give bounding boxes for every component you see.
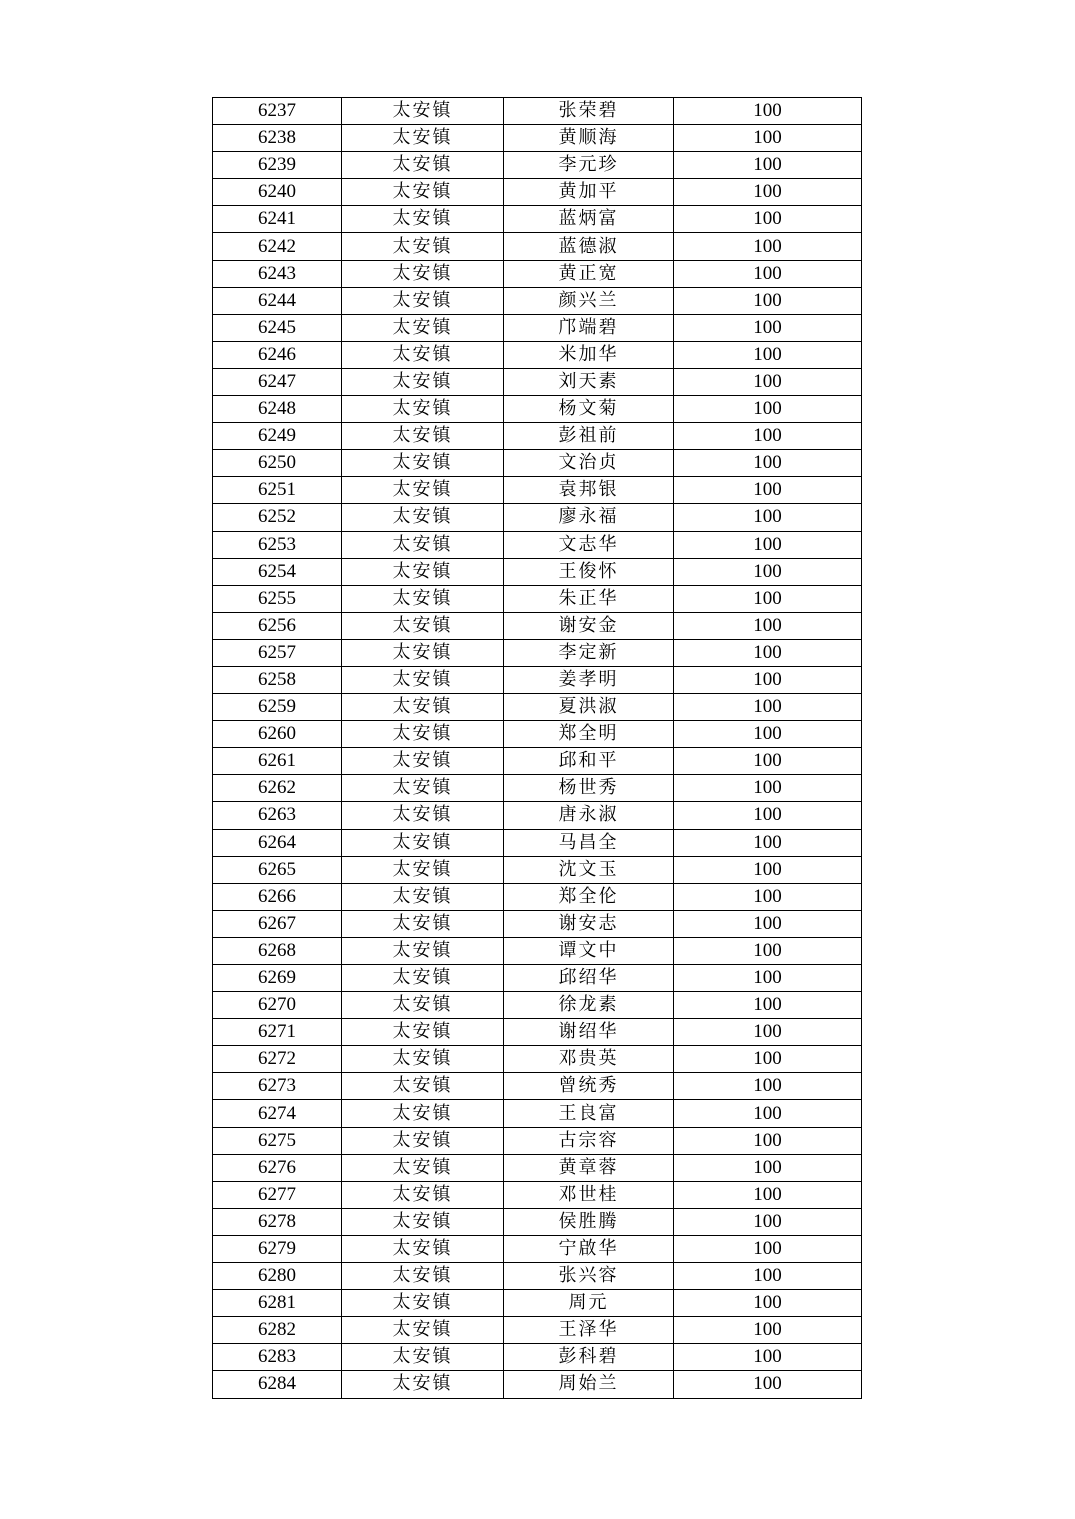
town-cell: 太安镇 (342, 152, 504, 179)
amount-cell: 100 (674, 937, 862, 964)
person-name-cell: 谢绍华 (504, 1019, 674, 1046)
person-name-cell: 徐龙素 (504, 992, 674, 1019)
row-number-cell: 6282 (213, 1317, 342, 1344)
person-name-cell: 郑全伦 (504, 883, 674, 910)
row-number-cell: 6267 (213, 910, 342, 937)
amount-cell: 100 (674, 694, 862, 721)
table-row (213, 748, 862, 775)
row-number-cell: 6273 (213, 1073, 342, 1100)
town-cell: 太安镇 (342, 829, 504, 856)
table-row (213, 233, 862, 260)
amount-cell: 100 (674, 992, 862, 1019)
person-name-cell: 王泽华 (504, 1317, 674, 1344)
row-number-cell: 6254 (213, 558, 342, 585)
town-cell: 太安镇 (342, 558, 504, 585)
amount-cell: 100 (674, 829, 862, 856)
row-number-cell: 6276 (213, 1154, 342, 1181)
amount-cell: 100 (674, 1019, 862, 1046)
person-name-cell: 沈文玉 (504, 856, 674, 883)
table-row (213, 694, 862, 721)
table-row (213, 1263, 862, 1290)
table-row (213, 558, 862, 585)
person-name-cell: 周始兰 (504, 1371, 674, 1398)
town-cell: 太安镇 (342, 287, 504, 314)
row-number-cell: 6247 (213, 368, 342, 395)
person-name-cell: 廖永福 (504, 504, 674, 531)
town-cell: 太安镇 (342, 368, 504, 395)
amount-cell: 100 (674, 612, 862, 639)
person-name-cell: 邓世桂 (504, 1181, 674, 1208)
amount-cell: 100 (674, 666, 862, 693)
town-cell: 太安镇 (342, 1019, 504, 1046)
row-number-cell: 6270 (213, 992, 342, 1019)
amount-cell: 100 (674, 883, 862, 910)
town-cell: 太安镇 (342, 694, 504, 721)
amount-cell: 100 (674, 1344, 862, 1371)
amount-cell: 100 (674, 558, 862, 585)
town-cell: 太安镇 (342, 639, 504, 666)
row-number-cell: 6252 (213, 504, 342, 531)
table-row (213, 450, 862, 477)
row-number-cell: 6279 (213, 1235, 342, 1262)
amount-cell: 100 (674, 125, 862, 152)
table-row (213, 1208, 862, 1235)
table-row (213, 477, 862, 504)
table-row (213, 125, 862, 152)
table-row (213, 1127, 862, 1154)
person-name-cell: 郑全明 (504, 721, 674, 748)
table-row (213, 937, 862, 964)
town-cell: 太安镇 (342, 1181, 504, 1208)
table-row (213, 883, 862, 910)
amount-cell: 100 (674, 910, 862, 937)
person-name-cell: 唐永淑 (504, 802, 674, 829)
table-row (213, 504, 862, 531)
table-row (213, 1371, 862, 1398)
person-name-cell: 米加华 (504, 341, 674, 368)
row-number-cell: 6263 (213, 802, 342, 829)
person-name-cell: 张兴容 (504, 1263, 674, 1290)
table-row (213, 585, 862, 612)
row-number-cell: 6269 (213, 965, 342, 992)
row-number-cell: 6255 (213, 585, 342, 612)
row-number-cell: 6277 (213, 1181, 342, 1208)
table-row (213, 829, 862, 856)
amount-cell: 100 (674, 748, 862, 775)
table-row (213, 423, 862, 450)
person-name-cell: 彭科碧 (504, 1344, 674, 1371)
person-name-cell: 黄章蓉 (504, 1154, 674, 1181)
town-cell: 太安镇 (342, 721, 504, 748)
town-cell: 太安镇 (342, 1235, 504, 1262)
town-cell: 太安镇 (342, 1154, 504, 1181)
amount-cell: 100 (674, 233, 862, 260)
person-name-cell: 黄顺海 (504, 125, 674, 152)
row-number-cell: 6245 (213, 314, 342, 341)
town-cell: 太安镇 (342, 1073, 504, 1100)
person-name-cell: 文志华 (504, 531, 674, 558)
person-name-cell: 张荣碧 (504, 98, 674, 125)
town-cell: 太安镇 (342, 992, 504, 1019)
amount-cell: 100 (674, 1046, 862, 1073)
table-row (213, 179, 862, 206)
table-row (213, 1073, 862, 1100)
row-number-cell: 6250 (213, 450, 342, 477)
amount-cell: 100 (674, 856, 862, 883)
person-name-cell: 朱正华 (504, 585, 674, 612)
row-number-cell: 6280 (213, 1263, 342, 1290)
row-number-cell: 6240 (213, 179, 342, 206)
table-row (213, 721, 862, 748)
amount-cell: 100 (674, 1154, 862, 1181)
person-name-cell: 黄加平 (504, 179, 674, 206)
table-row (213, 612, 862, 639)
table-row (213, 152, 862, 179)
row-number-cell: 6274 (213, 1100, 342, 1127)
amount-cell: 100 (674, 260, 862, 287)
town-cell: 太安镇 (342, 98, 504, 125)
town-cell: 太安镇 (342, 206, 504, 233)
amount-cell: 100 (674, 477, 862, 504)
amount-cell: 100 (674, 1073, 862, 1100)
person-name-cell: 马昌全 (504, 829, 674, 856)
town-cell: 太安镇 (342, 1371, 504, 1398)
person-name-cell: 谢安志 (504, 910, 674, 937)
row-number-cell: 6253 (213, 531, 342, 558)
table-row (213, 287, 862, 314)
table-row (213, 368, 862, 395)
amount-cell: 100 (674, 1290, 862, 1317)
person-name-cell: 谢安金 (504, 612, 674, 639)
row-number-cell: 6258 (213, 666, 342, 693)
table-row (213, 965, 862, 992)
table-row (213, 1290, 862, 1317)
table-row (213, 1046, 862, 1073)
person-name-cell: 曾统秀 (504, 1073, 674, 1100)
table-row (213, 1235, 862, 1262)
table-row (213, 396, 862, 423)
table-row (213, 1100, 862, 1127)
town-cell: 太安镇 (342, 233, 504, 260)
table-row (213, 1019, 862, 1046)
town-cell: 太安镇 (342, 937, 504, 964)
town-cell: 太安镇 (342, 585, 504, 612)
row-number-cell: 6256 (213, 612, 342, 639)
town-cell: 太安镇 (342, 450, 504, 477)
table-row (213, 856, 862, 883)
row-number-cell: 6278 (213, 1208, 342, 1235)
person-name-cell: 蓝炳富 (504, 206, 674, 233)
town-cell: 太安镇 (342, 883, 504, 910)
amount-cell: 100 (674, 1181, 862, 1208)
row-number-cell: 6265 (213, 856, 342, 883)
town-cell: 太安镇 (342, 341, 504, 368)
town-cell: 太安镇 (342, 802, 504, 829)
amount-cell: 100 (674, 1317, 862, 1344)
town-cell: 太安镇 (342, 260, 504, 287)
amount-cell: 100 (674, 287, 862, 314)
person-name-cell: 宁啟华 (504, 1235, 674, 1262)
amount-cell: 100 (674, 1371, 862, 1398)
amount-cell: 100 (674, 639, 862, 666)
person-name-cell: 彭祖前 (504, 423, 674, 450)
town-cell: 太安镇 (342, 1290, 504, 1317)
amount-cell: 100 (674, 314, 862, 341)
person-name-cell: 颜兴兰 (504, 287, 674, 314)
person-name-cell: 文治贞 (504, 450, 674, 477)
person-name-cell: 王俊怀 (504, 558, 674, 585)
table-row (213, 531, 862, 558)
table-row (213, 206, 862, 233)
row-number-cell: 6275 (213, 1127, 342, 1154)
roster-table-body (213, 98, 862, 1399)
person-name-cell: 杨文菊 (504, 396, 674, 423)
town-cell: 太安镇 (342, 477, 504, 504)
town-cell: 太安镇 (342, 396, 504, 423)
roster-table (212, 97, 862, 1399)
person-name-cell: 姜孝明 (504, 666, 674, 693)
row-number-cell: 6243 (213, 260, 342, 287)
town-cell: 太安镇 (342, 531, 504, 558)
person-name-cell: 杨世秀 (504, 775, 674, 802)
row-number-cell: 6257 (213, 639, 342, 666)
town-cell: 太安镇 (342, 504, 504, 531)
table-row (213, 341, 862, 368)
amount-cell: 100 (674, 152, 862, 179)
row-number-cell: 6259 (213, 694, 342, 721)
amount-cell: 100 (674, 1208, 862, 1235)
row-number-cell: 6260 (213, 721, 342, 748)
person-name-cell: 夏洪淑 (504, 694, 674, 721)
amount-cell: 100 (674, 423, 862, 450)
town-cell: 太安镇 (342, 1100, 504, 1127)
table-row (213, 1317, 862, 1344)
town-cell: 太安镇 (342, 1344, 504, 1371)
row-number-cell: 6271 (213, 1019, 342, 1046)
person-name-cell: 袁邦银 (504, 477, 674, 504)
row-number-cell: 6241 (213, 206, 342, 233)
person-name-cell: 邱和平 (504, 748, 674, 775)
row-number-cell: 6237 (213, 98, 342, 125)
town-cell: 太安镇 (342, 314, 504, 341)
person-name-cell: 黄正宽 (504, 260, 674, 287)
table-row (213, 98, 862, 125)
person-name-cell: 邱绍华 (504, 965, 674, 992)
person-name-cell: 王良富 (504, 1100, 674, 1127)
table-row (213, 639, 862, 666)
row-number-cell: 6262 (213, 775, 342, 802)
table-row (213, 992, 862, 1019)
table-row (213, 260, 862, 287)
person-name-cell: 李定新 (504, 639, 674, 666)
person-name-cell: 邓贵英 (504, 1046, 674, 1073)
row-number-cell: 6249 (213, 423, 342, 450)
town-cell: 太安镇 (342, 125, 504, 152)
amount-cell: 100 (674, 98, 862, 125)
town-cell: 太安镇 (342, 748, 504, 775)
amount-cell: 100 (674, 1263, 862, 1290)
table-row (213, 666, 862, 693)
amount-cell: 100 (674, 721, 862, 748)
amount-cell: 100 (674, 504, 862, 531)
amount-cell: 100 (674, 368, 862, 395)
row-number-cell: 6238 (213, 125, 342, 152)
row-number-cell: 6264 (213, 829, 342, 856)
row-number-cell: 6242 (213, 233, 342, 260)
amount-cell: 100 (674, 585, 862, 612)
row-number-cell: 6244 (213, 287, 342, 314)
town-cell: 太安镇 (342, 1046, 504, 1073)
amount-cell: 100 (674, 450, 862, 477)
table-row (213, 314, 862, 341)
person-name-cell: 周元 (504, 1290, 674, 1317)
town-cell: 太安镇 (342, 1263, 504, 1290)
row-number-cell: 6268 (213, 937, 342, 964)
row-number-cell: 6284 (213, 1371, 342, 1398)
town-cell: 太安镇 (342, 1208, 504, 1235)
person-name-cell: 谭文中 (504, 937, 674, 964)
row-number-cell: 6281 (213, 1290, 342, 1317)
table-row (213, 1344, 862, 1371)
amount-cell: 100 (674, 965, 862, 992)
person-name-cell: 蓝德淑 (504, 233, 674, 260)
table-row (213, 775, 862, 802)
person-name-cell: 古宗容 (504, 1127, 674, 1154)
person-name-cell: 侯胜腾 (504, 1208, 674, 1235)
amount-cell: 100 (674, 179, 862, 206)
row-number-cell: 6246 (213, 341, 342, 368)
amount-cell: 100 (674, 1235, 862, 1262)
amount-cell: 100 (674, 1127, 862, 1154)
person-name-cell: 刘天素 (504, 368, 674, 395)
row-number-cell: 6272 (213, 1046, 342, 1073)
town-cell: 太安镇 (342, 666, 504, 693)
town-cell: 太安镇 (342, 775, 504, 802)
town-cell: 太安镇 (342, 179, 504, 206)
row-number-cell: 6283 (213, 1344, 342, 1371)
row-number-cell: 6251 (213, 477, 342, 504)
town-cell: 太安镇 (342, 1317, 504, 1344)
amount-cell: 100 (674, 775, 862, 802)
amount-cell: 100 (674, 206, 862, 233)
town-cell: 太安镇 (342, 910, 504, 937)
amount-cell: 100 (674, 341, 862, 368)
table-row (213, 802, 862, 829)
row-number-cell: 6239 (213, 152, 342, 179)
amount-cell: 100 (674, 396, 862, 423)
table-row (213, 910, 862, 937)
amount-cell: 100 (674, 1100, 862, 1127)
row-number-cell: 6266 (213, 883, 342, 910)
person-name-cell: 邝端碧 (504, 314, 674, 341)
row-number-cell: 6248 (213, 396, 342, 423)
amount-cell: 100 (674, 531, 862, 558)
amount-cell: 100 (674, 802, 862, 829)
town-cell: 太安镇 (342, 612, 504, 639)
table-row (213, 1181, 862, 1208)
town-cell: 太安镇 (342, 965, 504, 992)
town-cell: 太安镇 (342, 1127, 504, 1154)
table-row (213, 1154, 862, 1181)
town-cell: 太安镇 (342, 423, 504, 450)
person-name-cell: 李元珍 (504, 152, 674, 179)
town-cell: 太安镇 (342, 856, 504, 883)
row-number-cell: 6261 (213, 748, 342, 775)
